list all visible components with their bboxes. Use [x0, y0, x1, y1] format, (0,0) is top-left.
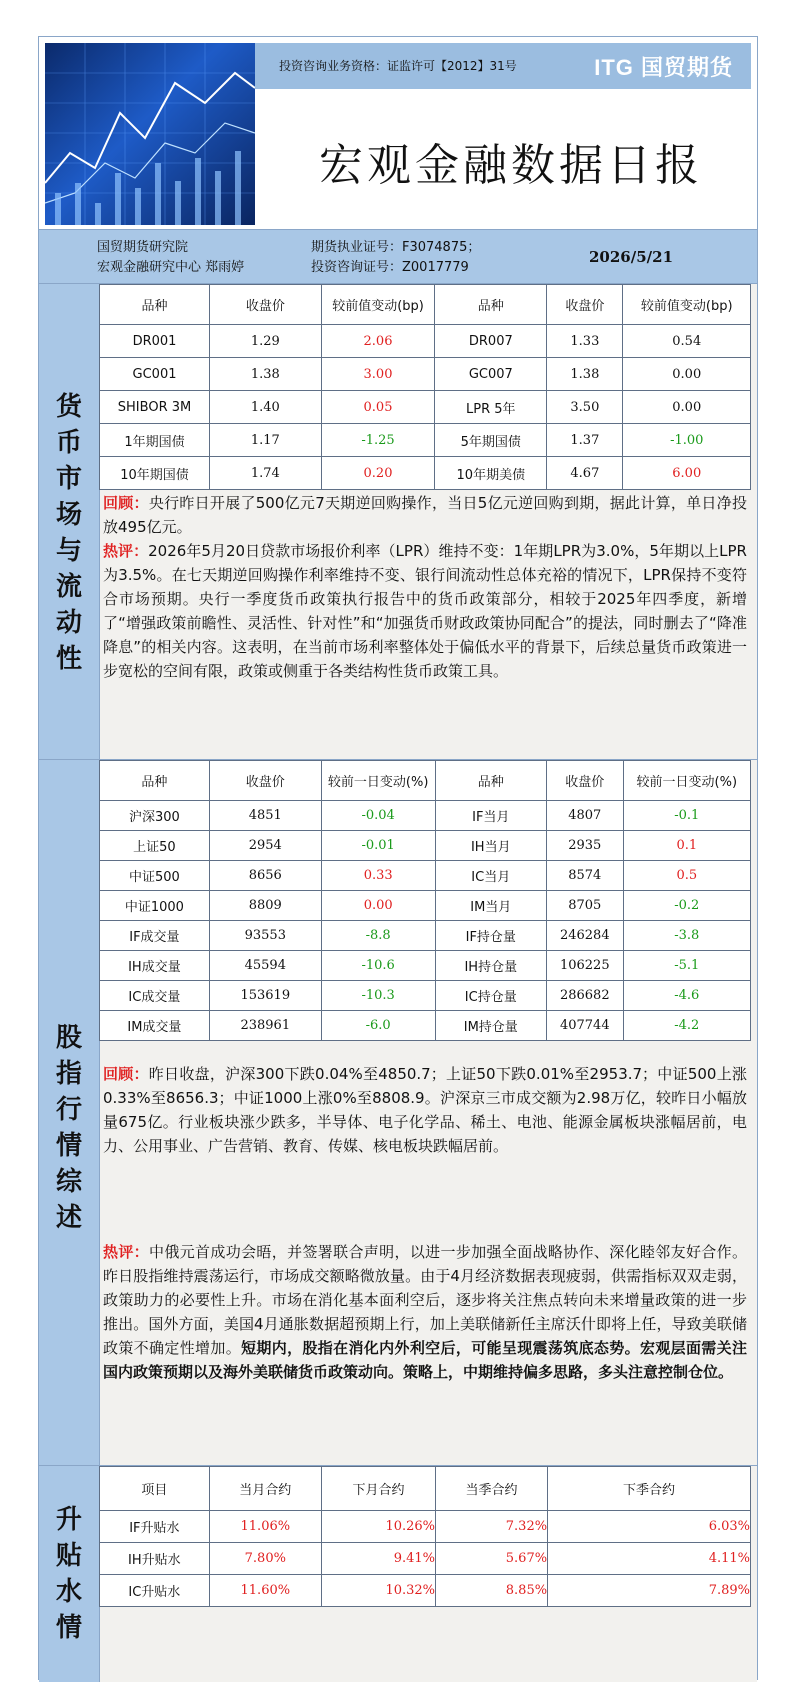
report-title: 宏观金融数据日报 [319, 140, 703, 191]
table-row [100, 457, 751, 490]
money-market-section [39, 283, 757, 760]
table-cell: 10.32% [321, 1575, 435, 1607]
side-title-char: 述 [55, 1203, 82, 1233]
report-date: 2026/5/21 [589, 248, 674, 266]
table-cell: 1.38 [547, 358, 623, 391]
header-chart-image [45, 43, 255, 225]
table-cell: IF当月 [435, 801, 546, 831]
money-commentary [99, 491, 751, 683]
table-cell: GC001 [100, 358, 210, 391]
section-sidebar [39, 760, 100, 1466]
basis-section [39, 1465, 757, 1682]
table-cell: -1.25 [321, 424, 435, 457]
table-cell: 5年期国债 [435, 424, 547, 457]
table-row [100, 358, 751, 391]
table-cell: 1.33 [547, 325, 623, 358]
table-cell: 0.00 [623, 358, 751, 391]
table-cell: IC持仓量 [435, 981, 546, 1011]
table-cell: 8574 [547, 861, 624, 891]
side-title-char: 升 [55, 1505, 82, 1535]
section-title [39, 389, 99, 677]
table-cell: 7.89% [548, 1575, 751, 1607]
org-name: 国贸期货研究院 [97, 240, 189, 255]
table-cell: IF升贴水 [100, 1511, 210, 1543]
table-cell: IM当月 [435, 891, 546, 921]
table-cell: 153619 [209, 981, 321, 1011]
table-cell: 3.00 [321, 358, 435, 391]
table-cell: 1.29 [210, 325, 322, 358]
author-dept: 宏观金融研究中心 郑雨婷 [97, 260, 245, 275]
table-cell: -10.6 [321, 951, 435, 981]
table-cell: IH升贴水 [100, 1543, 210, 1575]
table-cell: IF成交量 [100, 921, 210, 951]
table-cell: 10年期美债 [435, 457, 547, 490]
table-cell: IH持仓量 [435, 951, 546, 981]
review-text: 央行昨日开展了500亿元7天期逆回购操作，当日5亿元逆回购到期，据此计算，单日净投放495亿元。 [103, 494, 747, 536]
side-title-char: 动 [55, 608, 82, 638]
table-cell: 沪深300 [100, 801, 210, 831]
table-cell: -4.2 [623, 1011, 750, 1041]
table-cell: 1年期国债 [100, 424, 210, 457]
column-header: 当季合约 [436, 1467, 548, 1511]
table-row [100, 891, 751, 921]
side-title-char: 指 [55, 1059, 82, 1089]
table-row [100, 981, 751, 1011]
table-cell: 4851 [209, 801, 321, 831]
side-title-char: 水 [55, 1577, 82, 1607]
table-cell: IC当月 [435, 861, 546, 891]
column-header: 下季合约 [548, 1467, 751, 1511]
review-label: 回顾： [103, 1065, 149, 1083]
table-cell: 0.5 [623, 861, 750, 891]
table-cell: 93553 [209, 921, 321, 951]
table-row [100, 391, 751, 424]
column-header: 收盘价 [547, 761, 624, 801]
table-row [100, 921, 751, 951]
table-row [100, 861, 751, 891]
table-cell: 8809 [209, 891, 321, 921]
table-cell: 4.11% [548, 1543, 751, 1575]
report-page [38, 36, 758, 1680]
table-cell: 上证50 [100, 831, 210, 861]
column-header: 较前值变动(bp) [321, 285, 435, 325]
table-cell: -0.01 [321, 831, 435, 861]
header-banner [255, 43, 751, 89]
column-header: 下月合约 [321, 1467, 435, 1511]
table-cell: -6.0 [321, 1011, 435, 1041]
money-market-table [99, 284, 751, 490]
author-info [39, 229, 757, 284]
table-cell: 11.60% [209, 1575, 321, 1607]
table-row [100, 951, 751, 981]
table-cell: 8656 [209, 861, 321, 891]
column-header: 较前值变动(bp) [623, 285, 751, 325]
column-header: 品种 [100, 285, 210, 325]
table-cell: IF持仓量 [435, 921, 546, 951]
table-cell: 中证500 [100, 861, 210, 891]
table-cell: 1.17 [210, 424, 322, 457]
column-header: 项目 [100, 1467, 210, 1511]
table-cell: 407744 [547, 1011, 624, 1041]
table-cell: SHIBOR 3M [100, 391, 210, 424]
table-row [100, 424, 751, 457]
table-row [100, 831, 751, 861]
table-cell: -8.8 [321, 921, 435, 951]
table-cell: IH成交量 [100, 951, 210, 981]
side-title-char: 贴 [55, 1541, 82, 1571]
table-cell: -4.6 [623, 981, 750, 1011]
side-title-char: 行 [55, 1095, 82, 1125]
table-cell: -5.1 [623, 951, 750, 981]
table-row [100, 1511, 751, 1543]
table-cell: -1.00 [623, 424, 751, 457]
table-cell: 4.67 [547, 457, 623, 490]
section-title [39, 1020, 99, 1236]
table-cell: 7.32% [436, 1511, 548, 1543]
column-header: 品种 [435, 285, 547, 325]
table-cell: 8.85% [436, 1575, 548, 1607]
table-cell: 0.54 [623, 325, 751, 358]
table-cell: -0.2 [623, 891, 750, 921]
table-cell: 2935 [547, 831, 624, 861]
table-cell: 3.50 [547, 391, 623, 424]
column-header: 较前一日变动(%) [321, 761, 435, 801]
side-title-char: 情 [55, 1613, 82, 1643]
section-sidebar [39, 284, 100, 760]
table-cell: -0.04 [321, 801, 435, 831]
table-cell: 2954 [209, 831, 321, 861]
column-header: 品种 [100, 761, 210, 801]
basis-table [99, 1466, 751, 1607]
cert-practice: 期货执业证号：F3074875； [311, 240, 481, 255]
stock-index-table [99, 760, 751, 1041]
table-cell: 1.40 [210, 391, 322, 424]
side-title-char: 性 [55, 644, 82, 674]
side-title-char: 股 [55, 1023, 82, 1053]
table-cell: IC成交量 [100, 981, 210, 1011]
table-cell: -10.3 [321, 981, 435, 1011]
column-header: 收盘价 [547, 285, 623, 325]
table-cell: 5.67% [436, 1543, 548, 1575]
cert-advisory: 投资咨询证号：Z0017779 [311, 260, 469, 275]
comment-text: 2026年5月20日贷款市场报价利率（LPR）维持不变：1年期LPR为3.0%，5年期以上LPR为3.5%。在七天期逆回购操作利率维持不变、银行间流动性总体充裕的情况下，LPR保持不变符合市场预期。央行一季度货币政策执行报告中的货币政策部分，相较于2025年四季度，新增了“增强政策前瞻性、灵活性、针对性”和“加强货币财政政策协同配合”的提法，同时删去了“降准降息”的相关内容。这表明，在当前市场利率整体处于偏低水平的背景下，后续总量货币政策进一步宽松的空间有限，政策或侧重于各类结构性货币政策工具。 [103, 542, 747, 680]
table-cell: 0.20 [321, 457, 435, 490]
table-cell: 7.80% [209, 1543, 321, 1575]
table-cell: -0.1 [623, 801, 750, 831]
side-title-char: 流 [55, 572, 82, 602]
table-cell: 中证1000 [100, 891, 210, 921]
table-row [100, 1575, 751, 1607]
table-cell: 1.38 [210, 358, 322, 391]
comment-text: 中俄元首成功会晤，并签署联合声明，以进一步加强全面战略协作、深化睦邻友好合作。昨日股指维持震荡运行，市场成交额略微放量。由于4月经济数据表现疲弱，供需指标双双走弱，政策助力的必要性上升。市场在消化基本面利空后，逐步将关注焦点转向未来增量政策的进一步推出。国外方面，美国4月通胀数据超预期上行，加上美联储新任主席沃什即将上任，导致美联储政策不确定性增加。 [103, 1243, 747, 1357]
side-title-char: 货 [55, 392, 82, 422]
side-title-char: 与 [55, 536, 82, 566]
comment-label: 热评： [103, 542, 149, 560]
table-row [100, 325, 751, 358]
table-row [100, 1543, 751, 1575]
table-cell: 8705 [547, 891, 624, 921]
company-logo: ITG 国贸期货 [594, 55, 733, 80]
column-header: 较前一日变动(%) [623, 761, 750, 801]
table-cell: 6.03% [548, 1511, 751, 1543]
table-cell: IM持仓量 [435, 1011, 546, 1041]
column-header: 当月合约 [209, 1467, 321, 1511]
table-cell: 0.33 [321, 861, 435, 891]
table-cell: 9.41% [321, 1543, 435, 1575]
table-cell: 238961 [209, 1011, 321, 1041]
table-cell: 106225 [547, 951, 624, 981]
side-title-char: 情 [55, 1131, 82, 1161]
review-text: 昨日收盘，沪深300下跌0.04%至4850.7；上证50下跌0.01%至2953.7；中证500上涨0.33%至8656.3；中证1000上涨0%至8808.9。沪深京三市成交额为2.98万亿，较昨日小幅放量675亿。行业板块涨少跌多，半导体、电子化学品、稀土、电池、能源金属板块涨幅居前，电力、公用事业、广告营销、教育、传媒、核电板块跌幅居前。 [103, 1065, 747, 1155]
review-label: 回顾： [103, 494, 149, 512]
column-header: 品种 [435, 761, 546, 801]
column-header: 收盘价 [210, 285, 322, 325]
stock-index-section [39, 759, 757, 1466]
stock-review [99, 1062, 751, 1158]
table-row [100, 801, 751, 831]
column-header: 收盘价 [209, 761, 321, 801]
table-cell: IC升贴水 [100, 1575, 210, 1607]
comment-label: 热评： [103, 1243, 150, 1261]
table-cell: 0.1 [623, 831, 750, 861]
stock-comment [99, 1240, 751, 1384]
table-cell: 11.06% [209, 1511, 321, 1543]
side-title-char: 市 [55, 464, 82, 494]
comment-strategy: 短期内，股指在消化内外利空后，可能呈现震荡筑底态势。宏观层面需关注国内政策预期以及海外美联储货币政策动向。策略上，中期维持偏多思路，多头注意控制仓位。 [103, 1339, 747, 1381]
table-cell: GC007 [435, 358, 547, 391]
table-cell: LPR 5年 [435, 391, 547, 424]
section-title [39, 1502, 99, 1646]
table-cell: DR001 [100, 325, 210, 358]
table-cell: 10年期国债 [100, 457, 210, 490]
side-title-char: 场 [55, 500, 82, 530]
side-title-char: 综 [55, 1167, 82, 1197]
table-cell: 1.37 [547, 424, 623, 457]
license-text: 投资咨询业务资格：证监许可【2012】31号 [279, 59, 517, 73]
table-cell: IM成交量 [100, 1011, 210, 1041]
table-cell: DR007 [435, 325, 547, 358]
table-cell: 0.05 [321, 391, 435, 424]
table-cell: 2.06 [321, 325, 435, 358]
section-sidebar [39, 1466, 100, 1682]
table-cell: 0.00 [321, 891, 435, 921]
table-cell: 286682 [547, 981, 624, 1011]
table-cell: -3.8 [623, 921, 750, 951]
table-cell: 0.00 [623, 391, 751, 424]
table-cell: 4807 [547, 801, 624, 831]
table-cell: 1.74 [210, 457, 322, 490]
table-cell: 10.26% [321, 1511, 435, 1543]
table-cell: IH当月 [435, 831, 546, 861]
table-cell: 45594 [209, 951, 321, 981]
table-cell: 6.00 [623, 457, 751, 490]
table-row [100, 1011, 751, 1041]
side-title-char: 币 [55, 428, 82, 458]
table-cell: 246284 [547, 921, 624, 951]
